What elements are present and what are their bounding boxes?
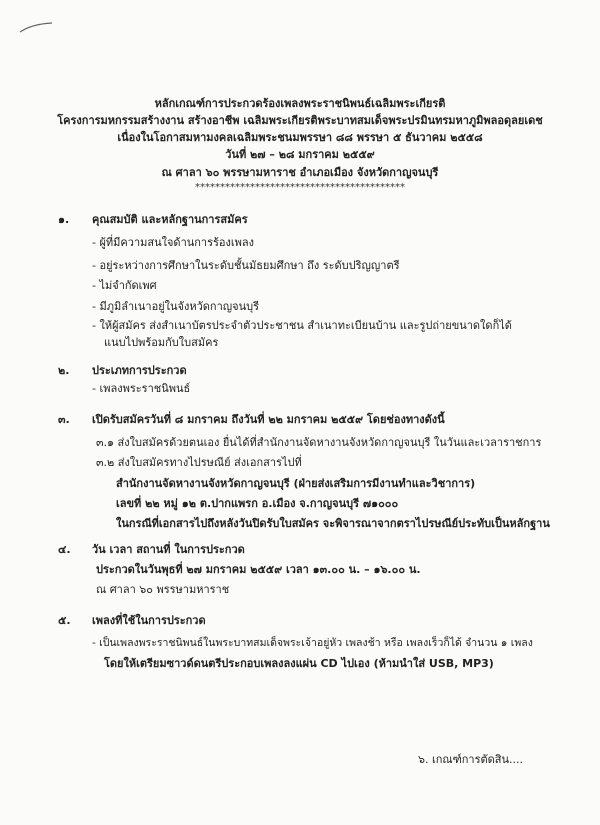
pen-mark	[18, 22, 54, 34]
section-3-number: ๓.	[58, 413, 70, 426]
section-3-sub-1: ๓.๑ ส่งใบสมัครด้วยตนเอง ยื่นได้ที่สำนักงานจัดหางานจังหวัดกาญจนบุรี ในวันและเวลาราชการ	[96, 436, 542, 449]
header-occasion: เนื่องในโอกาสมหามงคลเฉลิมพระชนมพรรษา ๘๘ พรรษา ๕ ธันวาคม ๒๕๕๘	[117, 131, 483, 144]
section-3-sub-2: ๓.๒ ส่งใบสมัครทางไปรษณีย์ ส่งเอกสารไปที่	[96, 456, 302, 469]
header-title: หลักเกณฑ์การประกวดร้องเพลงพระราชนิพนธ์เฉลิมพระเกียรติ	[154, 97, 446, 110]
list-item-continuation: แนบไปพร้อมกับใบสมัคร	[104, 336, 219, 349]
header-venue: ณ ศาลา ๖๐ พรรษามหาราช อำเภอเมือง จังหวัดกาญจนบุรี	[161, 166, 439, 179]
list-item: - เพลงพระราชนิพนธ์	[92, 382, 191, 395]
section-1-number: ๑.	[58, 213, 70, 226]
section-3-title: เปิดรับสมัครวันที่ ๘ มกราคม ถึงวันที่ ๒๒ มกราคม ๒๕๕๙ โดยช่องทางดังนี้	[92, 413, 445, 426]
list-item: - ผู้ที่มีความสนใจด้านการร้องเพลง	[92, 236, 255, 249]
section-4-heading	[58, 540, 245, 558]
list-item: - อยู่ระหว่างการศึกษาในระดับชั้นมัธยมศึกษา ถึง ระดับปริญญาตรี	[92, 259, 400, 272]
section-3-heading	[58, 410, 445, 428]
address-street: เลขที่ ๒๒ หมู่ ๑๒ ต.ปากแพรก อ.เมือง จ.กาญจนบุรี ๗๑๐๐๐	[116, 497, 399, 510]
list-item: - ให้ผู้สมัคร ส่งสำเนาบัตรประจำตัวประชาชน สำเนาทะเบียนบ้าน และรูปถ่ายขนาดใดก็ได้	[92, 319, 512, 332]
section-5-heading	[58, 611, 206, 629]
contest-venue: ณ ศาลา ๖๐ พรรษามหาราช	[96, 583, 230, 596]
song-requirement: - เป็นเพลงพระราชนิพนธ์ในพระบาทสมเด็จพระเจ้าอยู่หัว เพลงช้า หรือ เพลงเร็วก็ได้ จำนวน ๑ เพลง	[92, 637, 533, 649]
next-section-pointer: ๖. เกณฑ์การตัดสิน....	[418, 753, 523, 766]
address-office: สำนักงานจัดหางานจังหวัดกาญจนบุรี (ฝ่ายส่งเสริมการมีงานทำและวิชาการ)	[116, 477, 476, 490]
list-item: - ไม่จำกัดเพศ	[92, 279, 157, 292]
section-1-heading	[58, 210, 248, 228]
contest-datetime: ประกวดในวันพุธที่ ๒๗ มกราคม ๒๕๕๙ เวลา ๑๓.๐๐ น. – ๑๖.๐๐ น.	[96, 563, 421, 576]
section-2-title: ประเภทการประกวด	[92, 364, 187, 377]
section-4-title: วัน เวลา สถานที่ ในการประกวด	[92, 543, 245, 556]
section-5-number: ๕.	[58, 614, 71, 627]
postmark-note: ในกรณีที่เอกสารไปถึงหลังวันปิดรับใบสมัคร จะพิจารณาจากตราไปรษณีย์ประทับเป็นหลักฐาน	[116, 517, 550, 530]
section-1-title: คุณสมบัติ และหลักฐานการสมัคร	[92, 213, 248, 226]
media-requirement: โดยให้เตรียมซาวด์ดนตรีประกอบเพลงลงแผ่น CD ไปเอง (ห้ามนำใส่ USB, MP3)	[104, 657, 494, 670]
header-date: วันที่ ๒๗ – ๒๘ มกราคม ๒๕๕๙	[225, 148, 375, 161]
section-2-heading	[58, 361, 187, 379]
list-item: - มีภูมิลำเนาอยู่ในจังหวัดกาญจนบุรี	[92, 300, 259, 313]
section-4-number: ๔.	[58, 543, 71, 556]
section-2-number: ๒.	[58, 364, 70, 377]
header-project: โครงการมหกรรมสร้างงาน สร้างอาชีพ เฉลิมพระเกียรติพระบาทสมเด็จพระปรมินทรมหาภูมิพลอดุลยเดช	[57, 114, 543, 127]
header-separator: ******************************************	[195, 182, 405, 193]
section-5-title: เพลงที่ใช้ในการประกวด	[92, 614, 206, 627]
